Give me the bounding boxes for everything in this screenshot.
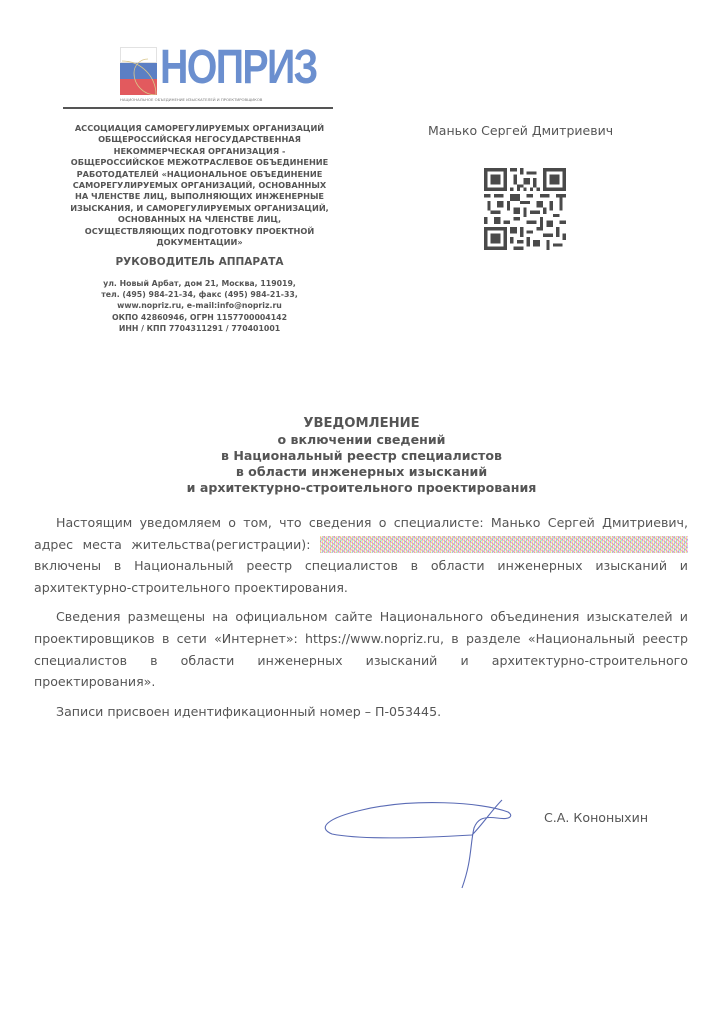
title-line: в области инженерных изысканий (235, 464, 488, 479)
notice-title (100, 416, 623, 496)
logo-subtitle: НАЦИОНАЛЬНОЕ ОБЪЕДИНЕНИЕ ИЗЫСКАТЕЛЕЙ И ПРОЕКТИРОВЩИКОВ (120, 97, 263, 102)
paragraph-id-number: Записи присвоен идентификационный номер – П-053445. (56, 703, 442, 719)
department-title: РУКОВОДИТЕЛЬ АППАРАТА (115, 256, 284, 268)
title-line: в Национальный реестр специалистов (221, 448, 502, 463)
paragraph-website: Сведения размещены на официальном сайте Национального объединения изыскателей и проектировщиков в сети «Интернет»: https://www.nopriz.ru, в разделе «Национальный реестр специалистов в области инженерных изысканий и архитектурно-строительного проектирования». (34, 609, 688, 690)
org-line: ОБЩЕРОССИЙСКАЯ НЕГОСУДАРСТВЕННАЯ (98, 134, 301, 145)
notice-body (34, 512, 688, 730)
nopriz-logo (118, 41, 317, 103)
title-line: о включении сведений (277, 432, 446, 447)
logo-wordmark: НОПРИЗ (160, 41, 317, 94)
contact-details (62, 278, 337, 334)
org-line: НА ЧЛЕНСТВЕ ЛИЦ, ВЫПОЛНЯЮЩИХ ИНЖЕНЕРНЫЕ (74, 191, 325, 202)
org-line: ОСНОВАННЫХ НА ЧЛЕНСТВЕ ЛИЦ, (117, 214, 282, 225)
signer-name: С.А. Кононыхин (544, 810, 649, 825)
org-line: САМОРЕГУЛИРУЕМЫХ ОРГАНИЗАЦИЙ, ОСНОВАННЫХ (72, 180, 327, 191)
org-line: ОСУЩЕСТВЛЯЮЩИХ ПОДГОТОВКУ ПРОЕКТНОЙ (84, 225, 315, 236)
qr-code-icon (484, 168, 566, 250)
paragraph-inclusion: Настоящим уведомляем о том, что сведения о специалисте: Манько Сергей Дмитриевич, адрес места жительства(регистрации): включены в Национальный реестр специалистов в области инженерных изысканий и архитектурно-строительного проектирования. (34, 515, 688, 595)
title-line: и архитектурно-строительного проектирования (186, 480, 537, 495)
contact-line: www.nopriz.ru, e-mail:info@nopriz.ru (117, 301, 282, 311)
org-line: РАБОТОДАТЕЛЕЙ «НАЦИОНАЛЬНОЕ ОБЪЕДИНЕНИЕ (76, 168, 323, 179)
redacted-address (320, 536, 688, 553)
signature-image (322, 790, 522, 890)
contact-line: тел. (495) 984-21-34, факс (495) 984-21-33, (101, 290, 298, 300)
org-line: ДОКУМЕНТАЦИИ» (156, 237, 243, 248)
contact-line: ОКПО 42860946, ОГРН 1157700004142 (111, 312, 288, 322)
organization-name (62, 123, 337, 248)
org-line: ОБЩЕРОССИЙСКОЕ МЕЖОТРАСЛЕВОЕ ОБЪЕДИНЕНИЕ (70, 157, 329, 168)
org-line: АССОЦИАЦИЯ САМОРЕГУЛИРУЕМЫХ ОРГАНИЗАЦИЙ (74, 123, 325, 133)
org-line: НЕКОММЕРЧЕСКАЯ ОРГАНИЗАЦИЯ - (113, 145, 286, 156)
contact-line: ИНН / КПП 7704311291 / 770401001 (118, 323, 281, 333)
contact-line: ул. Новый Арбат, дом 21, Москва, 119019, (103, 279, 296, 288)
golden-spiral-icon (120, 47, 157, 95)
org-line: ИЗЫСКАНИЯ, И САМОРЕГУЛИРУЕМЫХ ОРГАНИЗАЦИЙ, (70, 202, 329, 213)
title-line: УВЕДОМЛЕНИЕ (303, 416, 420, 431)
recipient-name: Манько Сергей Дмитриевич (428, 123, 614, 138)
header-divider (63, 107, 333, 109)
russian-flag-icon (120, 47, 157, 95)
